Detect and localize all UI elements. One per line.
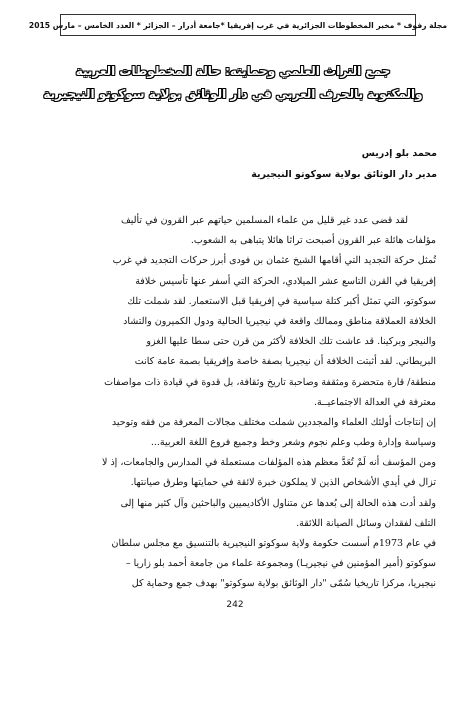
body-line: وسياسة وإدارة وطب وعلم نجوم وشعر وخط وجميع فروع اللغة العربية... xyxy=(150,437,436,449)
article-title-line-1: جمع التراث العلمي وحمايته: حالة المخطوطات العربية xyxy=(75,64,391,78)
body-line: نيجيريا، مركزا تاريخيا سُمّى "دار الوثائق بولاية سوكوتو" بهدف جمع وحماية كل xyxy=(131,578,436,590)
body-line: سوكوتو (أمير المؤمنين في نيجيريـا) ومجموعة علماء من جامعة أحمد بلو زاريا – xyxy=(125,558,436,570)
body-line: البريطاني. لقد أثبتت الخلافة أن نيجيريا بصفة خاصة وإفريقيا بصمة عامة كانت xyxy=(134,356,436,368)
article-title xyxy=(28,60,438,106)
body-line: سوكوتو، التي تمثل أكبر كتلة سياسية في إفريقيا قبل الاستعمار. لقد شملت تلك xyxy=(127,295,436,307)
body-line: ولقد أدت هذه الحالة إلى بُعدها عن متناول الأكاديميين والباحثين وآل كثير منها إلى xyxy=(120,497,436,509)
article-body xyxy=(36,211,436,595)
body-line: التلف لفقدان وسائل الصيانة اللائقة. xyxy=(296,517,436,529)
article-title-line-2: والمكتوبة بالحرف العربي في دار الوثائق بولاية سوكوتو النيجيرية xyxy=(43,87,423,101)
body-line: لقد قضى عدد غير قليل من علماء المسلمين حياتهم عبر القرون في تأليف xyxy=(120,215,408,226)
page-number: 242 xyxy=(226,600,244,610)
journal-header xyxy=(28,14,448,36)
body-line: والنيجر وبركينا. قد عاشت تلك الخلافة لأكثر من قرن حتى سطا عليها الغزو xyxy=(146,336,436,348)
body-line: مؤلفات هائلة عبر القرون أصبحت تراثا هائلا يتباهى به الشعوب. xyxy=(190,235,436,247)
author-name: محمد بلو إدريس xyxy=(361,148,437,159)
body-line: ومن المؤسف أنه لَمْ تُعَدَّ معظم هذه المؤلفات مستعملة في المدارس والجامعات، إذ لا xyxy=(102,457,436,469)
body-line: منطقة/ قارة متحضرة ومثقفة وصاحبة تاريخ وثقافة، بل قدوة في قيادة ذات مواصفات xyxy=(104,376,436,388)
body-line: تزال في أيدي الأشخاص الذين لا يملكون خبرة لائقة في حمايتها وطرق صيانتها. xyxy=(130,477,436,489)
body-line: في عام 1973م أسست حكومة ولاية سوكوتو النيجيرية بالتنسيق مع مجلس سلطان xyxy=(111,538,436,549)
body-line: معترفة في العدالة الاجتماعيــة. xyxy=(313,396,436,408)
body-line: تُمثل حركة التجديد التي أقامها الشيخ عثمان بن فودى أبرز حركات التجديد في غرب xyxy=(112,255,436,267)
body-line: إفريقيا في القرن التاسع عشر الميلادي، الحركة التي أسفر عنها تأسيس خلافة xyxy=(135,275,436,287)
journal-header-text: مجلة رفوف * مخبر المخطوطات الجزائرية في غرب إفريقيا *جامعة أدرار – الجزائر * العدد الخامس – مارس 2015 xyxy=(28,20,448,30)
body-line: الخلافة العملاقة مناطق وممالك واقعة في نيجيريا الحالية ودول الكميرون والتشاد xyxy=(123,315,436,327)
body-line: إن إنتاجات أولئك العلماء والمجددين شملت مختلف مجالات المعرفة من فقه وتوحيد xyxy=(111,416,436,428)
author-affiliation: مدير دار الوثائق بولاية سوكوتو النيجيرية xyxy=(251,169,437,180)
